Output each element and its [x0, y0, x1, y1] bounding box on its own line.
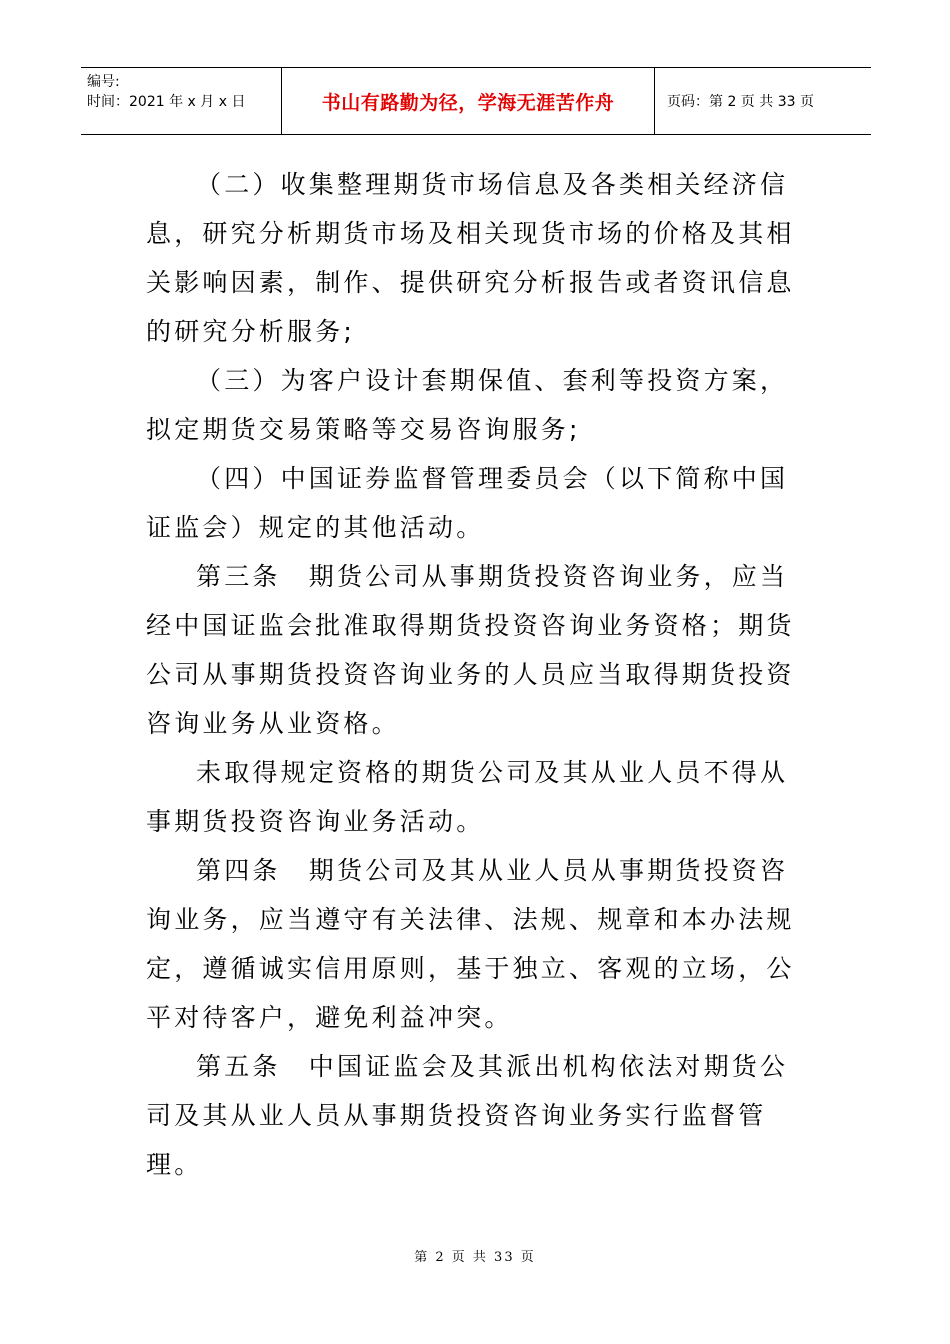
header-page-info: 页码：第 2 页 共 33 页 [667, 94, 814, 110]
header-number-label: 编号: [87, 74, 120, 90]
page-header [81, 67, 871, 135]
paragraph: （二）收集整理期货市场信息及各类相关经济信息，研究分析期货市场及相关现货市场的价格及其相关影响因素，制作、提供研究分析报告或者资讯信息的研究分析服务; [146, 170, 795, 346]
page-footer: 第 2 页 共 33 页 [414, 1250, 536, 1265]
paragraph: （四）中国证券监督管理委员会（以下简称中国证监会）规定的其他活动。 [146, 464, 789, 542]
header-meta [81, 68, 282, 134]
paragraph: 第三条 期货公司从事期货投资咨询业务，应当经中国证监会批准取得期货投资咨询业务资格；期货公司从事期货投资咨询业务的人员应当取得期货投资咨询业务从业资格。 [146, 562, 795, 738]
paragraph: 第五条 中国证监会及其派出机构依法对期货公司及其从业人员从事期货投资咨询业务实行监督管理。 [146, 1052, 789, 1179]
paragraph: 未取得规定资格的期货公司及其从业人员不得从事期货投资咨询业务活动。 [146, 758, 789, 836]
document-body [146, 160, 796, 1189]
header-time-label: 时间：2021 年 x 月 x 日 [87, 94, 246, 110]
paragraph: （三）为客户设计套期保值、套利等投资方案，拟定期货交易策略等交易咨询服务; [146, 366, 789, 444]
header-motto: 书山有路勤为径，学海无涯苦作舟 [282, 68, 655, 134]
paragraph: 第四条 期货公司及其从业人员从事期货投资咨询业务，应当遵守有关法律、法规、规章和本办法规定，遵循诚实信用原则，基于独立、客观的立场，公平对待客户，避免利益冲突。 [146, 856, 795, 1032]
